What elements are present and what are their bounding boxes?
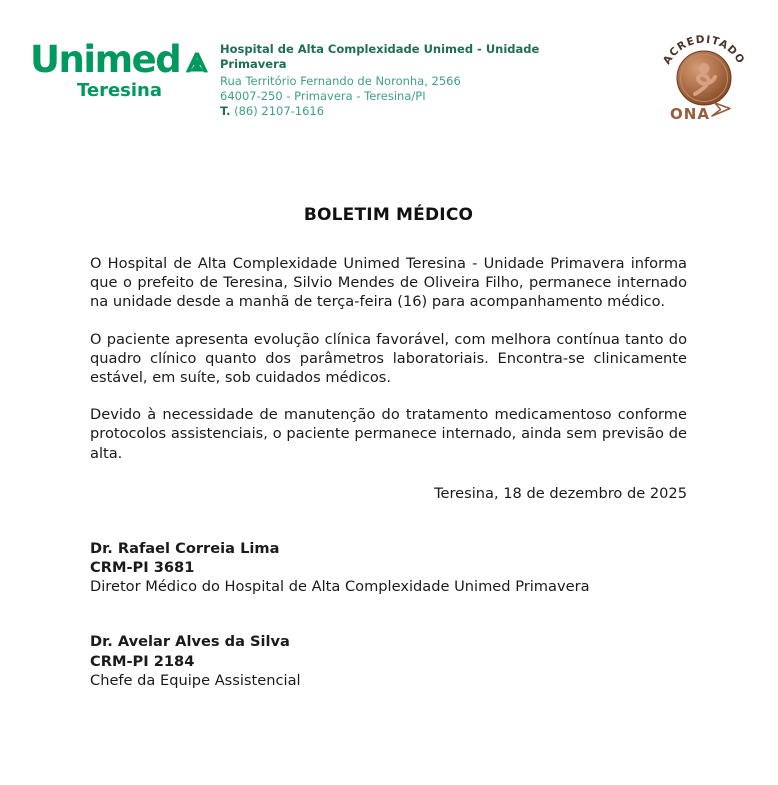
signer-name: Dr. Rafael Correia Lima (90, 539, 280, 557)
phone-number: (86) 2107-1616 (234, 104, 325, 118)
unimed-brand-text: Unimed (30, 38, 181, 81)
ona-arrow-icon (712, 103, 730, 116)
signature-block (90, 539, 687, 597)
signer-name: Dr. Avelar Alves da Silva (90, 633, 290, 651)
unimed-region-text: Teresina (76, 80, 162, 101)
hospital-phone (220, 104, 550, 119)
hospital-address-city: 64007-250 - Primavera - Teresina/PI (220, 89, 426, 103)
signer-crm: CRM-PI 2184 (90, 652, 195, 670)
hospital-name: Hospital de Alta Complexidade Unimed - Unidade Primavera (220, 42, 540, 71)
bulletin-body (90, 205, 687, 690)
unimed-logo (30, 40, 210, 101)
hospital-address-street: Rua Território Fernando de Noronha, 2566 (220, 74, 461, 88)
signer-role: Chefe da Equipe Assistencial (90, 671, 301, 689)
signer-role: Diretor Médico do Hospital de Alta Complexidade Unimed Primavera (90, 578, 590, 596)
bulletin-paragraph: Devido à necessidade de manutenção do tratamento medicamentoso conforme protocolos assistenciais, o paciente permanece internado, ainda sem previsão de alta. (90, 406, 687, 462)
signature-block (90, 632, 687, 690)
dateline: Teresina, 18 de dezembro de 2025 (434, 484, 687, 502)
ona-accreditation-seal-icon (652, 26, 756, 122)
bulletin-title: BOLETIM MÉDICO (303, 205, 474, 225)
phone-label: T. (220, 104, 231, 118)
seal-org-text: ONA (670, 105, 710, 122)
bulletin-paragraph: O Hospital de Alta Complexidade Unimed Teresina - Unidade Primavera informa que o prefeito de Teresina, Silvio Mendes de Oliveira Filho, permanece internado na unidade desde a manhã de terça-feira (16) para acompanhamento médico. (90, 255, 687, 311)
hospital-info (220, 42, 550, 119)
signer-crm: CRM-PI 3681 (90, 559, 195, 577)
bulletin-paragraph: O paciente apresenta evolução clínica favorável, com melhora contínua tanto do quadro clínico quanto dos parâmetros laboratoriais. Encontra-se clinicamente estável, em suíte, sob cuidados médicos. (90, 330, 687, 387)
pine-tree-icon (184, 42, 210, 82)
seal-arc-text: ACREDITADO (660, 33, 748, 67)
